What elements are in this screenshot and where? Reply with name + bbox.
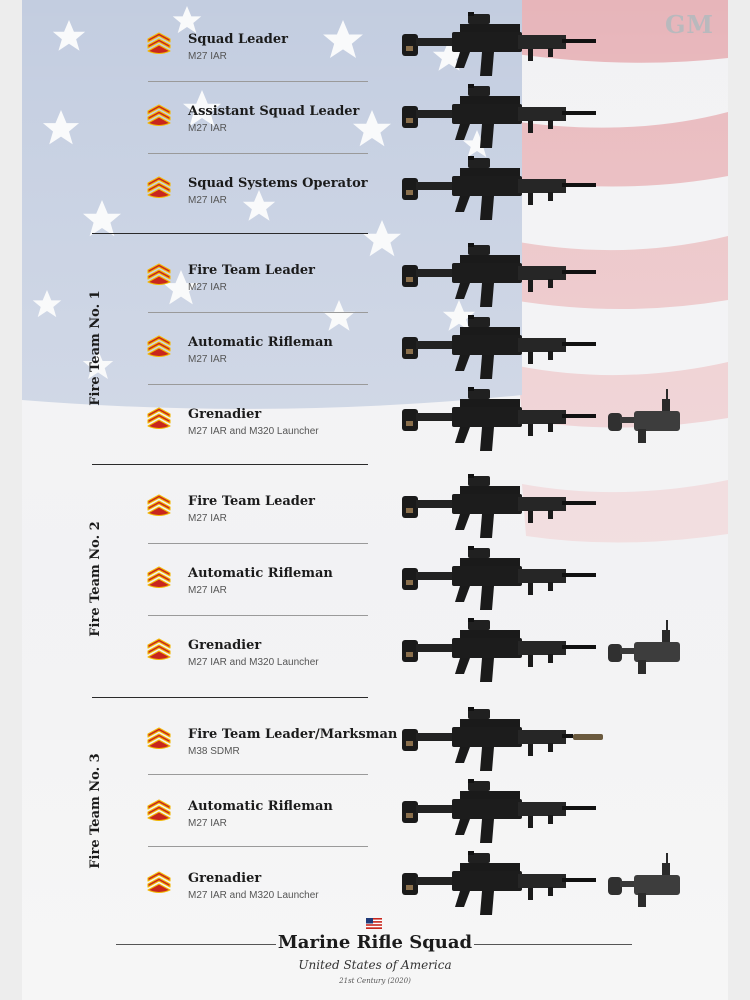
weapon-label: M27 IAR (188, 123, 227, 134)
rifle-illustration (398, 616, 604, 686)
weapon-label: M27 IAR (188, 513, 227, 524)
rifle-illustration (398, 849, 604, 919)
role-title: Fire Team Leader/Marksman (188, 727, 398, 742)
corporal-rank-insignia-icon (146, 797, 172, 823)
role-title: Automatic Rifleman (188, 335, 333, 350)
weapon-label: M38 SDMR (188, 746, 240, 757)
roster-row (22, 263, 728, 335)
corporal-rank-insignia-icon (146, 30, 172, 56)
team-divider (92, 464, 368, 465)
rifle-illustration (398, 705, 604, 775)
role-title: Squad Systems Operator (188, 176, 368, 191)
fire-team-label: Fire Team No. 1 (88, 290, 103, 406)
role-title: Assistant Squad Leader (188, 104, 360, 119)
team-divider (92, 697, 368, 698)
weapon-label: M27 IAR (188, 51, 227, 62)
rifle-illustration (398, 777, 604, 847)
row-divider (148, 543, 368, 544)
fire-team-label: Fire Team No. 2 (88, 521, 103, 637)
roster-row (22, 32, 728, 104)
role-title: Automatic Rifleman (188, 799, 333, 814)
rifle-illustration (398, 154, 604, 224)
rifle-illustration (398, 385, 604, 455)
poster (22, 0, 728, 1000)
row-divider (148, 615, 368, 616)
poster-title: Marine Rifle Squad (277, 932, 473, 953)
grenade-launcher-illustration (604, 616, 688, 686)
corporal-rank-insignia-icon (146, 564, 172, 590)
rifle-illustration (398, 241, 604, 311)
weapon-label: M27 IAR and M320 Launcher (188, 657, 319, 668)
weapon-label: M27 IAR (188, 354, 227, 365)
corporal-rank-insignia-icon (146, 102, 172, 128)
rifle-illustration (398, 313, 604, 383)
row-divider (148, 312, 368, 313)
roster-row (22, 104, 728, 176)
weapon-label: M27 IAR (188, 282, 227, 293)
row-divider (148, 81, 368, 82)
rifle-illustration (398, 544, 604, 614)
brand-monogram: GM (664, 10, 714, 39)
row-divider (148, 153, 368, 154)
row-divider (148, 384, 368, 385)
roster-row (22, 494, 728, 566)
weapon-label: M27 IAR (188, 585, 227, 596)
corporal-rank-insignia-icon (146, 174, 172, 200)
roster-row (22, 638, 728, 710)
grenade-launcher-illustration (604, 385, 688, 455)
weapon-label: M27 IAR (188, 195, 227, 206)
weapon-label: M27 IAR and M320 Launcher (188, 890, 319, 901)
poster-subtitle: United States of America (298, 958, 452, 972)
grenade-launcher-illustration (604, 849, 688, 919)
role-title: Fire Team Leader (188, 263, 316, 278)
roster-row (22, 407, 728, 479)
role-title: Grenadier (188, 638, 262, 653)
role-title: Fire Team Leader (188, 494, 316, 509)
corporal-rank-insignia-icon (146, 333, 172, 359)
roster-row (22, 176, 728, 248)
fire-team-label: Fire Team No. 3 (88, 753, 103, 869)
rifle-illustration (398, 472, 604, 542)
us-flag-icon (366, 918, 382, 929)
poster-era: 21st Century (2020) (339, 977, 411, 985)
role-title: Squad Leader (188, 32, 289, 47)
corporal-rank-insignia-icon (146, 725, 172, 751)
rifle-illustration (398, 82, 604, 152)
rifle-illustration (398, 10, 604, 80)
corporal-rank-insignia-icon (146, 261, 172, 287)
row-divider (148, 846, 368, 847)
team-divider (92, 233, 368, 234)
row-divider (148, 774, 368, 775)
corporal-rank-insignia-icon (146, 492, 172, 518)
role-title: Grenadier (188, 407, 262, 422)
corporal-rank-insignia-icon (146, 636, 172, 662)
weapon-label: M27 IAR and M320 Launcher (188, 426, 319, 437)
role-title: Grenadier (188, 871, 262, 886)
corporal-rank-insignia-icon (146, 869, 172, 895)
roster-row (22, 727, 728, 799)
corporal-rank-insignia-icon (146, 405, 172, 431)
weapon-label: M27 IAR (188, 818, 227, 829)
role-title: Automatic Rifleman (188, 566, 333, 581)
